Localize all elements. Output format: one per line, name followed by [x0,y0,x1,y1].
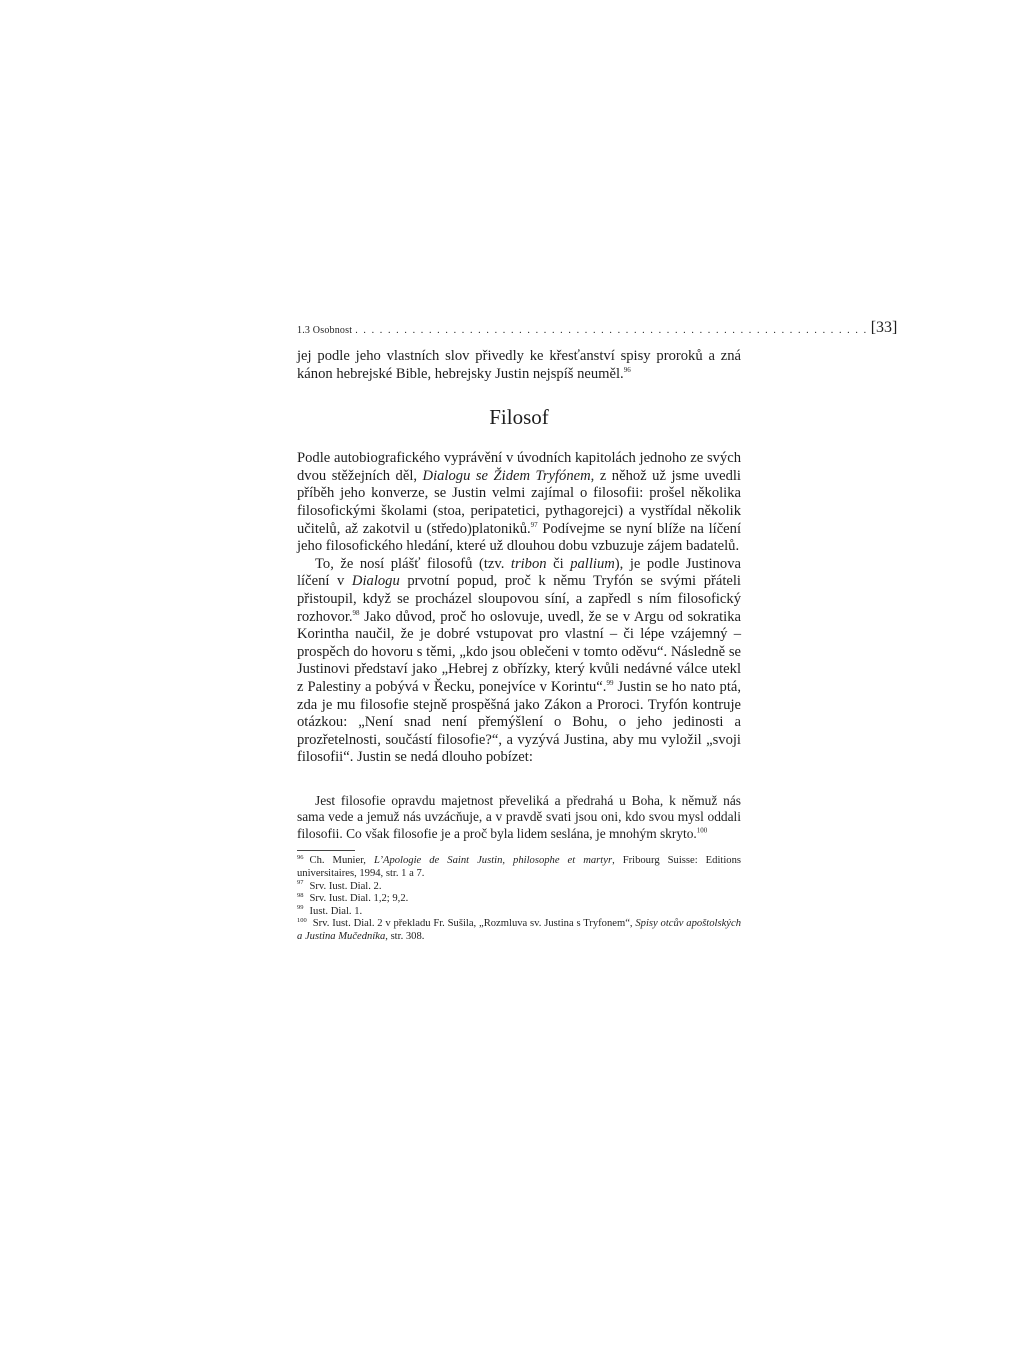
section-title: 1.3 Osobnost [297,325,353,336]
footnote-text: Srv. Iust. Dial. 1,2; 9,2. [309,893,409,905]
footnote-ref-98: 98 [352,608,360,617]
footnote-text: Ch. Munier, [309,855,374,867]
book-page [297,314,898,944]
running-head [297,314,898,336]
dot-leaders: . . . . . . . . . . . . . . . . . . . . . . . . . . . . . . . . . . . . . . . . . . . . . . . . . . . . . . . . . . . . . . . [355,325,868,336]
p1-text-2: , z něhož už jsme uvedli příběh jeho konverze, se Justin velmi zajímal o filosofii: prošel několika filosofickými školami (stoa, peripatetici, pythagorejci) a vystřídal několik učitelů, až zakotvil u (středo)platoniků. [297,467,741,537]
footnote-italic: L’Apologie de Saint Justin, philosophe et martyr [373,855,613,867]
p1-text-1: Podle autobiografického vyprávění v úvodních kapitolách jednoho ze svých dvou stěžejních děl, [297,450,741,484]
footnote-ref-96: 96 [623,365,631,374]
footnote-ref-100: 100 [696,826,708,835]
page-number: [33] [870,319,898,336]
p2-text-6: Justin se ho nato ptá, zda je mu filosofie stejně prospěšná jako Zákon a Proroci. Tryfón kontruje otázkou: „Není snad není přemýšlení o Bohu, o jeho jedinosti a prozřetelnosti, součástí filosofie?“, a vyzývá Justina, aby mu vyložil „svoji filosofii“. Justin se nedá dlouho pobízet: [297,678,741,766]
footnote-text: , Fribourg Suisse: Editions universitaires, 1994, str. 1 a 7. [297,855,741,879]
p2-text-2: či [546,555,571,572]
p2-italic-2: pallium [570,555,615,572]
p2-italic-3: Dialogu [351,573,400,590]
footnote [297,855,741,880]
footnote [297,906,741,919]
section-heading: Filosof [489,405,549,430]
p2-italic-1: tribon [510,555,547,572]
footnote-text: Srv. Iust. Dial. 2. [309,880,382,892]
footnote-text: , str. 308. [385,930,425,942]
footnote-number: 100 [297,916,307,924]
p1-text-3: Podívejme se nyní blíže na líčení jeho filosofického hledání, které už dlouhou dobu vzbuzuje zájem badatelů. [297,520,742,555]
footnote-text: Srv. Iust. Dial. 2 v překladu Fr. Sušila, „Rozmluva sv. Justina s Tryfonem“, [312,918,636,930]
footnote-italic: Spisy otcův apoštolských a Justina Mučedníka [297,918,741,942]
intro-paragraph [297,348,741,383]
p2-text-1: To, že nosí plášť filosofů (tzv. [315,555,511,572]
footnote [297,881,741,894]
footnote-number: 97 [297,879,304,887]
footnote-divider [297,850,355,851]
footnote-ref-97: 97 [530,520,538,529]
footnote-ref-99: 99 [606,679,614,688]
footnote [297,918,741,943]
block-quote [297,793,741,843]
p2-text-3: ), je podle Justinova líčení v [297,555,741,590]
footnotes [297,855,741,943]
p2-text-4: prvotní popud, proč k němu Tryfón se svými přáteli přistoupil, když se procházel sloupovou síní, a zapředl s ním filosofický rozhovor. [297,573,741,625]
footnote-number: 96 [297,853,304,861]
quote-text: Jest filosofie opravdu majetnost převeliká a předrahá u Boha, k němuž nás sama vede a jemuž nás uvzácňuje, a v pravdě svati jsou oni, kdo svou mysl oddali filosofii. Co však filosofie je a proč byla lidem seslána, je mnohým skryto. [297,792,741,841]
paragraph-1 [297,450,741,556]
footnote [297,893,741,906]
footnote-text: Iust. Dial. 1. [309,905,363,917]
p1-italic-title: Dialogu se Židem Tryfónem [422,467,591,484]
p2-text-5: Jako důvod, proč ho oslovuje, uvedl, že se v Argu od sokratika Korintha naučil, že je dobré vstupovat pro vlastní – či lépe vzájemný – prospěch do hovoru s těmi, „kdo jsou oblečeni v tomto oděvu“. Následně se Justinovi představí jako „Hebrej z obřízky, který kvůli nedávné válce utekl z Palestiny a pobývá v Řecku, ponejvíce v Korintu“. [297,608,741,695]
footnote-number: 99 [297,904,304,912]
intro-text: jej podle jeho vlastních slov přivedly ke křesťanství spisy proroků a zná kánon hebrejské Bible, hebrejsky Justin nejspíš neuměl. [297,348,741,382]
paragraph-2 [297,556,741,767]
footnote-number: 98 [297,891,304,899]
